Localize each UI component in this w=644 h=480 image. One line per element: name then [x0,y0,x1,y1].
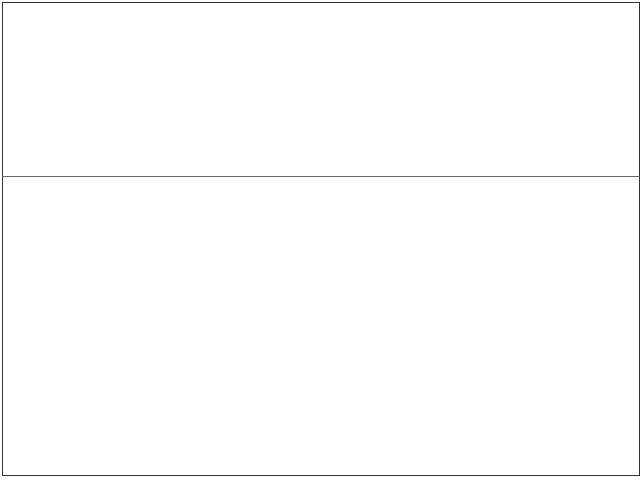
document-frame [2,2,640,476]
section-divider [2,176,640,177]
